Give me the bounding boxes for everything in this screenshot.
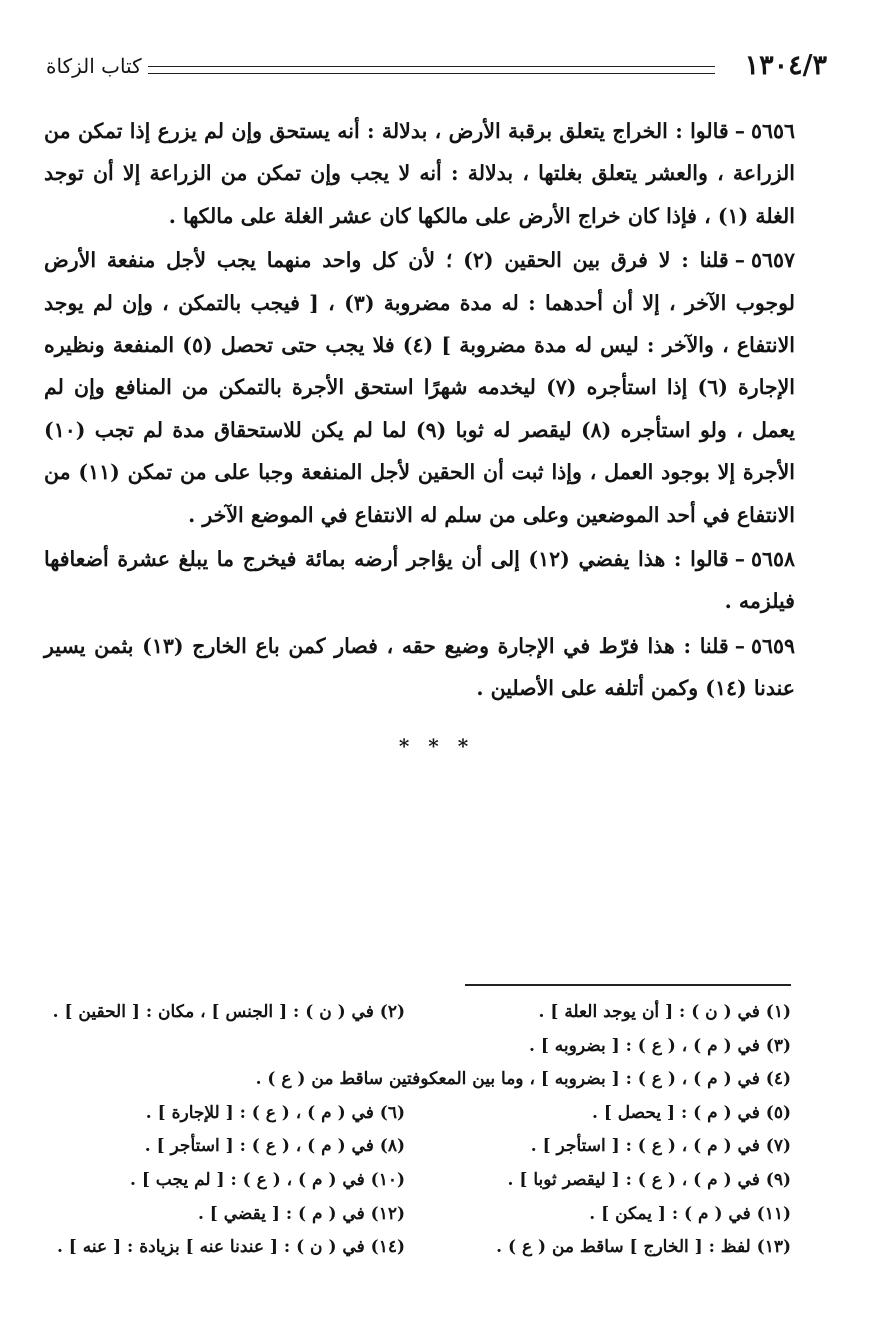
footnote-row xyxy=(40,1231,791,1265)
footnote: (١٢) في ( م ) : [ يقضي ] . xyxy=(197,1203,405,1224)
paragraph-number: ٥٦٥٦ xyxy=(750,119,795,143)
paragraph-text: قالوا : هذا يفضي (١٢) إلى أن يؤاجر أرضه بمائة فيخرج ما يبلغ عشرة أضعافها فيلزمه . xyxy=(44,547,795,614)
page-header xyxy=(46,50,827,90)
footnote-row xyxy=(40,1164,791,1198)
footnote-rule xyxy=(465,984,791,986)
footnote: (٨) في ( م ) ، ( ع ) : [ استأجر ] . xyxy=(144,1136,405,1157)
paragraph: ٥٦٥٦–قالوا : الخراج يتعلق برقبة الأرض ، بدلالة : أنه يستحق وإن لم يزرع إذا تمكن من الزراعة ، والعشر يتعلق بغلتها ، بدلالة : أنه لا يجب وإن تمكن من الزراعة إلا أن توجد الغلة (١) ، فإذا كان خراج الأرض على مالكها كان عشر الغلة على مالكها . xyxy=(44,119,795,228)
paragraph-number: ٥٦٥٨ xyxy=(750,547,795,572)
paragraph-number: ٥٦٥٩ xyxy=(750,633,796,658)
footnote: (٩) في ( م ) ، ( ع ) : [ ليقصر ثوبا ] . xyxy=(507,1169,791,1190)
header-rule xyxy=(148,66,715,74)
paragraph: ٥٦٥٧–قلنا : لا فرق بين الحقين (٢) ؛ لأن كل واحد منهما يجب لأجل منفعة الأرض لوجوب الآخر ، إلا أن أحدهما : له مدة مضروبة (٣) ، [ فيجب بالتمكن ، وإن لم يوجد الانتفاع ، والآخر : ليس له مدة مضروبة ] (٤) فلا يجب حتى تحصل (٥) المنفعة ونظيره الإجارة (٦) إذا استأجره (٧) ليخدمه شهرًا استحق الأجرة بالتمكن من المنافع وإن لم يعمل ، ولو استأجره (٨) ليقصر له ثوبا (٩) لما لم يكن للاستحقاق مدة لم تجب (١٠) الأجرة إلا بوجود العمل ، وإذا ثبت أن الحقين لأجل المنفعة وجبا على من تمكن (١١) من الانتفاع في أحد الموضعين وعلى من سلم له الانتفاع في الموضع الآخر . xyxy=(44,248,795,527)
footnote: (٧) في ( م ) ، ( ع ) : [ استأجر ] . xyxy=(530,1136,791,1157)
paragraph-number: ٥٦٥٧ xyxy=(750,248,795,273)
footnote-row xyxy=(40,1063,791,1097)
footnote: (٣) في ( م ) ، ( ع ) : [ بضروبه ] . xyxy=(529,1035,791,1056)
paragraph: ٥٦٥٨–قالوا : هذا يفضي (١٢) إلى أن يؤاجر أرضه بمائة فيخرج ما يبلغ عشرة أضعافها فيلزمه . xyxy=(44,547,795,614)
footnote-row xyxy=(40,996,791,1030)
footnote: (٢) في ( ن ) : [ الجنس ] ، مكان : [ الحقين ] . xyxy=(52,1002,405,1022)
main-text xyxy=(44,110,795,712)
section-separator: * * * xyxy=(398,734,475,758)
footnote: (١٠) في ( م ) ، ( ع ) : [ لم يجب ] . xyxy=(129,1169,405,1190)
footnote-row xyxy=(40,1097,791,1131)
footnote: (٤) في ( م ) ، ( ع ) : [ بضروبه ] ، وما بين المعكوفتين ساقط من ( ع ) . xyxy=(255,1069,791,1090)
page-number: ١٣٠٤/٣ xyxy=(744,50,827,81)
footnote-row xyxy=(40,1198,791,1232)
footnote: (٦) في ( م ) ، ( ع ) : [ للإجارة ] . xyxy=(145,1102,405,1123)
footnote: (١١) في ( م ) : [ يمكن ] . xyxy=(589,1203,791,1224)
footnote-row xyxy=(40,1130,791,1164)
footnote-row xyxy=(40,1030,791,1064)
footnote: (١٣) لفظ : [ الخارج ] ساقط من ( ع ) . xyxy=(496,1237,791,1258)
book-title: كتاب الزكاة xyxy=(46,54,142,78)
paragraph-text: قلنا : هذا فرّط في الإجارة وضيع حقه ، فصار كمن باع الخارج (١٣) بثمن يسير عندنا (١٤) وكمن أتلفه على الأصلين . xyxy=(44,633,795,701)
paragraph-text: قلنا : لا فرق بين الحقين (٢) ؛ لأن كل واحد منهما يجب لأجل منفعة الأرض لوجوب الآخر ، إلا أن أحدهما : له مدة مضروبة (٣) ، [ فيجب بالتمكن ، وإن لم يوجد الانتفاع ، والآخر : ليس له مدة مضروبة ] (٤) فلا يجب حتى تحصل (٥) المنفعة ونظيره الإجارة (٦) إذا استأجره (٧) ليخدمه شهرًا استحق الأجرة بالتمكن من المنافع وإن لم يعمل ، ولو استأجره (٨) ليقصر له ثوبا (٩) لما لم يكن للاستحقاق مدة لم تجب (١٠) الأجرة إلا بوجود العمل ، وإذا ثبت أن الحقين لأجل المنفعة وجبا على من تمكن (١١) من الانتفاع في أحد الموضعين وعلى من سلم له الانتفاع في الموضع الآخر . xyxy=(44,248,795,527)
footnotes xyxy=(40,996,791,1265)
footnote: (١٤) في ( ن ) : [ عندنا عنه ] بزيادة : [ عنه ] . xyxy=(56,1237,405,1258)
footnote: (١) في ( ن ) : [ أن يوجد العلة ] . xyxy=(538,1002,791,1022)
paragraph: ٥٦٥٩–قلنا : هذا فرّط في الإجارة وضيع حقه ، فصار كمن باع الخارج (١٣) بثمن يسير عندنا (١٤) وكمن أتلفه على الأصلين . xyxy=(44,633,796,701)
paragraph-text: قالوا : الخراج يتعلق برقبة الأرض ، بدلالة : أنه يستحق وإن لم يزرع إذا تمكن من الزراعة ، والعشر يتعلق بغلتها ، بدلالة : أنه لا يجب وإن تمكن من الزراعة إلا أن توجد الغلة (١) ، فإذا كان خراج الأرض على مالكها كان عشر الغلة على مالكها . xyxy=(44,119,795,228)
footnote: (٥) في ( م ) : [ يحصل ] . xyxy=(591,1102,791,1123)
